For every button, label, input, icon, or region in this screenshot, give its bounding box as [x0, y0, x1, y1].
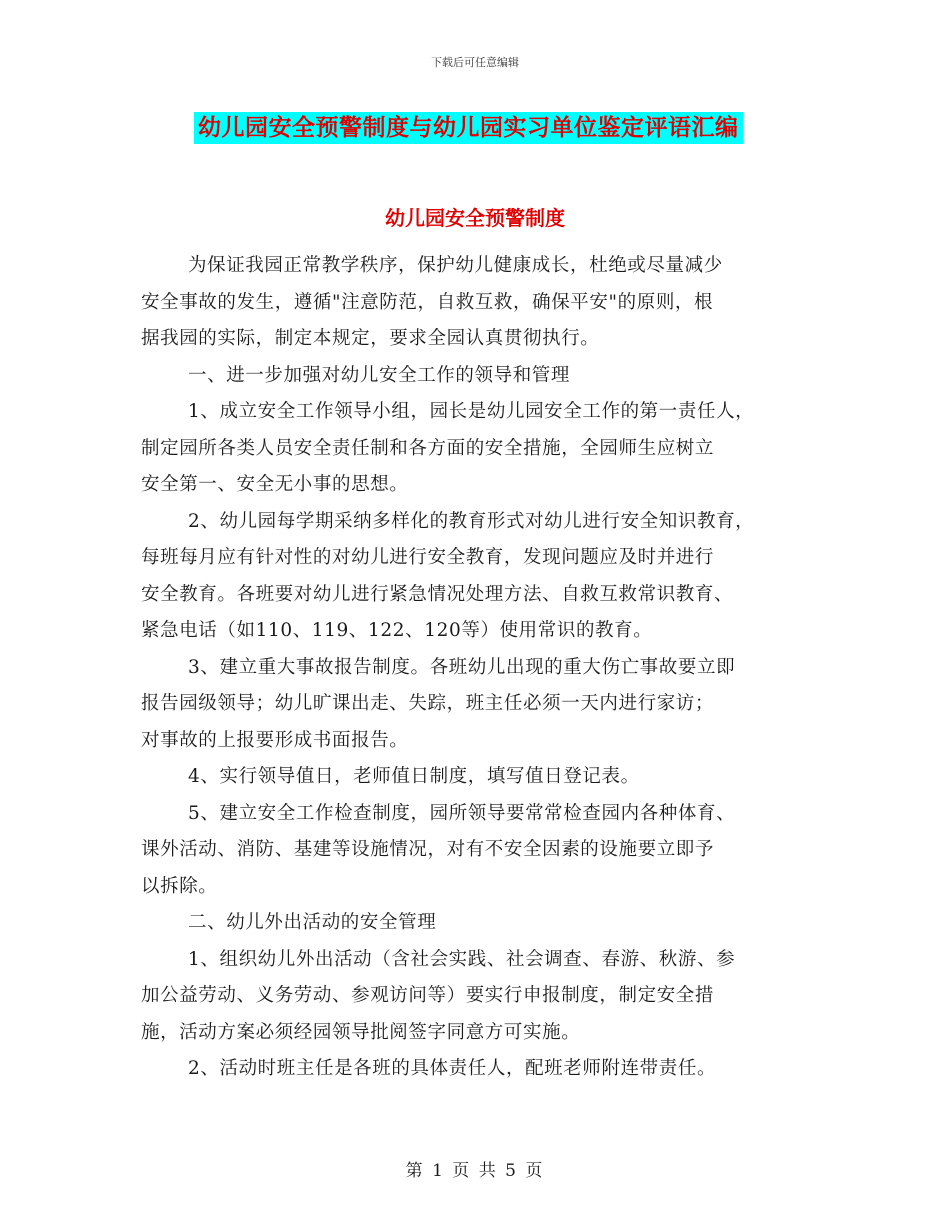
body-line: 1、组织幼儿外出活动（含社会实践、社会调查、春游、秋游、参: [188, 948, 736, 970]
document-body: [141, 248, 821, 1088]
body-line: 每班每月应有针对性的对幼儿进行安全教育，发现问题应及时并进行: [141, 547, 715, 568]
body-line: 施，活动方案必须经园领导批阅签字同意方可实施。: [141, 1021, 581, 1043]
body-line: 以拆除。: [141, 875, 218, 897]
body-line: 制定园所各类人员安全责任制和各方面的安全措施，全园师生应树立: [141, 437, 715, 459]
body-line: 安全教育。各班要对幼儿进行紧急情况处理方法、自救互救常识教育、: [141, 583, 734, 605]
body-line: 5、建立安全工作检查制度，园所领导要常常检查园内各种体育、: [188, 802, 736, 824]
body-line: 对事故的上报要形成书面报告。: [141, 729, 409, 751]
body-line: 为保证我园正常教学秩序，保护幼儿健康成长，杜绝或尽量减少: [188, 255, 723, 276]
body-line: 报告园级领导；幼儿旷课出走、失踪，班主任必须一天内进行家访；: [141, 693, 715, 714]
body-line: 紧急电话（如110、119、122、120等）使用常识的教育。: [141, 620, 653, 641]
document-title: 幼儿园安全预警制度与幼儿园实习单位鉴定评语汇编: [194, 112, 743, 144]
page-header-note: 下载后可任意编辑: [431, 56, 519, 69]
body-line: 一、进一步加强对幼儿安全工作的领导和管理: [188, 364, 571, 386]
body-line: 安全第一、安全无小事的思想。: [141, 474, 409, 495]
section-title: 幼儿园安全预警制度: [385, 206, 565, 230]
page-number-footer: 第 1 页 共 5 页: [405, 1161, 545, 1181]
body-line: 3、建立重大事故报告制度。各班幼儿出现的重大伤亡事故要立即: [188, 656, 736, 678]
body-line: 2、活动时班主任是各班的具体责任人，配班老师附连带责任。: [188, 1058, 717, 1079]
body-line: 4、实行领导值日，老师值日制度，填写值日登记表。: [188, 766, 640, 787]
body-line: 课外活动、消防、基建等设施情况，对有不安全因素的设施要立即予: [141, 839, 715, 860]
body-line: 据我园的实际，制定本规定，要求全园认真贯彻执行。: [141, 328, 600, 349]
body-line: 二、幼儿外出活动的安全管理: [188, 912, 437, 933]
body-line: 1、成立安全工作领导小组，园长是幼儿园安全工作的第一责任人，: [188, 401, 755, 422]
body-line: 安全事故的发生，遵循"注意防范，自救互救，确保平安"的原则，根: [141, 291, 714, 313]
body-line: 2、幼儿园每学期采纳多样化的教育形式对幼儿进行安全知识教育，: [188, 510, 755, 532]
body-line: 加公益劳动、义务劳动、参观访问等）要实行申报制度，制定安全措: [141, 985, 715, 1006]
